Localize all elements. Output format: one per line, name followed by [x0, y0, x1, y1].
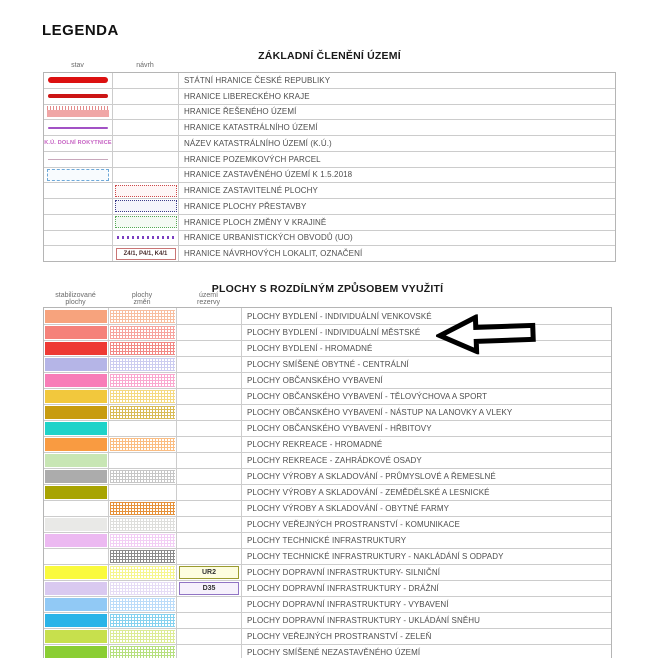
changes-cell: [109, 325, 177, 340]
legend-row-label: PLOCHY OBČANSKÉHO VYBAVENÍ: [247, 376, 383, 385]
column-header-uzemi-rezervy: [176, 292, 241, 306]
dashed-rect-swatch: [47, 169, 109, 181]
legend-row: [44, 119, 615, 135]
stabilized-cell: [44, 517, 109, 532]
stabilized-cell: [44, 565, 109, 580]
basic-division-table: [43, 72, 616, 262]
changes-hatch-swatch: [110, 374, 175, 387]
legend-row: [44, 198, 615, 214]
reserve-cell: [177, 629, 242, 644]
navrh-cell: [113, 105, 179, 120]
legend-row: [44, 628, 611, 644]
reserve-cell: [177, 533, 242, 548]
changes-cell: [109, 565, 177, 580]
boundary-line-swatch: [48, 127, 108, 129]
legend-row: [44, 73, 615, 88]
stabilized-cell: [44, 597, 109, 612]
section1-title: ZÁKLADNÍ ČLENĚNÍ ÚZEMÍ: [258, 50, 401, 62]
legend-row-label: PLOCHY VÝROBY A SKLADOVÁNÍ - ZEMĚDĚLSKÉ A LESNICKÉ: [247, 488, 490, 497]
legend-row-label: HRANICE NÁVRHOVÝCH LOKALIT, OZNAČENÍ: [184, 249, 363, 259]
legend-row-label: HRANICE PLOCH ZMĚNY V KRAJINĚ: [184, 217, 327, 227]
reserve-cell: [177, 357, 242, 372]
legend-row-label: PLOCHY BYDLENÍ - INDIVIDUÁLNÍ VENKOVSKÉ: [247, 311, 432, 321]
stav-cell: [44, 152, 113, 167]
reserve-cell: [177, 613, 242, 628]
stav-cell: [44, 73, 113, 88]
navrh-cell: [113, 120, 179, 135]
reserve-cell: [177, 437, 242, 452]
reserve-code-box: D35: [179, 582, 239, 595]
stabilized-color-swatch: [45, 518, 107, 531]
reserve-cell: [177, 325, 242, 340]
changes-cell: [109, 308, 177, 324]
legend-row: [44, 612, 611, 628]
legend-row-label: PLOCHY REKREACE - ZAHRÁDKOVÉ OSADY: [247, 456, 422, 465]
cadastral-name-sample-text: K.Ú. DOLNÍ ROKYTNICE: [44, 140, 112, 147]
stabilized-color-swatch: [45, 326, 107, 339]
changes-hatch-swatch: [110, 646, 175, 658]
stabilized-color-swatch: [45, 646, 107, 658]
stabilized-cell: [44, 645, 109, 658]
stabilized-color-swatch: [45, 598, 107, 611]
column-header-line: rezervy: [197, 299, 220, 306]
legend-row-label: PLOCHY DOPRAVNÍ INFRASTRUKTURY - DRÁŽNÍ: [247, 584, 439, 593]
legend-row-label: PLOCHY OBČANSKÉHO VYBAVENÍ - NÁSTUP NA LANOVKY A VLEKY: [247, 408, 513, 417]
stabilized-cell: [44, 469, 109, 484]
column-header-line: území: [198, 292, 219, 299]
legend-row: [44, 548, 611, 564]
legend-row-label: PLOCHY DOPRAVNÍ INFRASTRUKTURY- SILNIČNÍ: [247, 568, 441, 577]
dotted-rect-swatch: [115, 200, 177, 212]
legend-row: [44, 436, 611, 452]
changes-hatch-swatch: [110, 582, 175, 595]
changes-cell: [109, 597, 177, 612]
legend-row: [44, 580, 611, 596]
changes-hatch-swatch: [110, 630, 175, 643]
changes-cell: [109, 533, 177, 548]
legend-row-label: PLOCHY BYDLENÍ - INDIVIDUÁLNÍ MĚSTSKÉ: [247, 328, 421, 337]
changes-cell: [109, 357, 177, 372]
legend-row-label: HRANICE ZASTAVITELNÉ PLOCHY: [184, 186, 318, 196]
stabilized-cell: [44, 389, 109, 404]
reserve-cell: [177, 421, 242, 436]
stav-cell: [44, 168, 113, 183]
legend-row: [44, 245, 615, 261]
parcel-line-swatch: [48, 159, 108, 160]
legend-row-label: HRANICE ZASTAVĚNÉHO ÚZEMÍ K 1.5.2018: [184, 170, 353, 180]
legend-row: [44, 88, 615, 104]
stav-cell: [44, 120, 113, 135]
stabilized-cell: [44, 533, 109, 548]
legend-row: [44, 420, 611, 436]
legend-row: [44, 372, 611, 388]
reserve-cell: [177, 469, 242, 484]
stabilized-color-swatch: [45, 614, 107, 627]
reserve-cell: [177, 581, 242, 596]
legend-row-label: PLOCHY VEŘEJNÝCH PROSTRANSTVÍ - KOMUNIKACE: [247, 520, 460, 529]
reserve-cell: [177, 597, 242, 612]
stabilized-color-swatch: [45, 374, 107, 387]
stav-cell: [44, 183, 113, 198]
changes-hatch-swatch: [110, 518, 175, 531]
legend-row-label: HRANICE LIBERECKÉHO KRAJE: [184, 91, 310, 101]
changes-hatch-swatch: [110, 358, 175, 371]
legend-row-label: HRANICE URBANISTICKÝCH OBVODŮ (UO): [184, 233, 353, 243]
reserve-cell: [177, 501, 242, 516]
changes-hatch-swatch: [110, 550, 175, 563]
stabilized-cell: [44, 485, 109, 500]
column-header-navrh: návrh: [136, 62, 154, 69]
stav-cell: [44, 231, 113, 246]
legend-row-label: PLOCHY DOPRAVNÍ INFRASTRUKTURY - VYBAVENÍ: [247, 600, 449, 609]
changes-hatch-swatch: [110, 342, 175, 355]
stabilized-cell: [44, 405, 109, 420]
legend-row-label: PLOCHY VÝROBY A SKLADOVÁNÍ - PRŮMYSLOVÉ A ŘEMESLNÉ: [247, 472, 496, 481]
legend-row: [44, 388, 611, 404]
legend-row-label: PLOCHY TECHNICKÉ INFRASTRUKTURY - NAKLÁDÁNÍ S ODPADY: [247, 552, 504, 561]
legend-row-label: HRANICE PLOCHY PŘESTAVBY: [184, 201, 307, 211]
stav-cell: [44, 199, 113, 214]
stabilized-color-swatch: [45, 358, 107, 371]
reserve-cell: [177, 565, 242, 580]
changes-hatch-swatch: [110, 502, 175, 515]
stabilized-color-swatch: [45, 566, 107, 579]
reserve-cell: [177, 308, 242, 324]
dotted-rect-swatch: [115, 216, 177, 228]
legend-row-label: HRANICE KATASTRÁLNÍHO ÚZEMÍ: [184, 123, 318, 133]
reserve-cell: [177, 517, 242, 532]
left-arrow-annotation-icon: [435, 312, 538, 356]
legend-row-label: HRANICE ŘEŠENÉHO ÚZEMÍ: [184, 107, 297, 117]
changes-cell: [109, 437, 177, 452]
navrh-cell: [113, 231, 179, 246]
changes-hatch-swatch: [110, 614, 175, 627]
legend-row-label: PLOCHY DOPRAVNÍ INFRASTRUKTURY - UKLÁDÁNÍ SNĚHU: [247, 616, 481, 625]
stav-cell: [44, 89, 113, 104]
reserve-cell: [177, 405, 242, 420]
changes-hatch-swatch: [110, 470, 175, 483]
dotted-rect-swatch: [115, 185, 177, 197]
navrh-cell: [113, 215, 179, 230]
changes-cell: [109, 517, 177, 532]
stabilized-cell: [44, 325, 109, 340]
legend-row: [44, 230, 615, 246]
changes-hatch-swatch: [110, 566, 175, 579]
stabilized-color-swatch: [45, 454, 107, 467]
stabilized-cell: [44, 437, 109, 452]
column-header-line: stabilizované: [55, 292, 96, 299]
stabilized-cell: [44, 308, 109, 324]
legend-row-label: PLOCHY OBČANSKÉHO VYBAVENÍ - TĚLOVÝCHOVA A SPORT: [247, 392, 488, 401]
legend-row: [44, 596, 611, 612]
stabilized-color-swatch: [45, 438, 107, 451]
changes-cell: [109, 613, 177, 628]
changes-cell: [109, 341, 177, 356]
stabilized-cell: [44, 581, 109, 596]
navrh-cell: [113, 73, 179, 88]
legend-row-label: PLOCHY OBČANSKÉHO VYBAVENÍ - HŘBITOVY: [247, 424, 432, 433]
navrh-cell: [113, 246, 179, 261]
boundary-band-swatch: [48, 94, 108, 98]
navrh-cell: [113, 199, 179, 214]
column-header-line: plochy: [131, 292, 153, 299]
stabilized-color-swatch: [45, 390, 107, 403]
stabilized-cell: [44, 613, 109, 628]
changes-hatch-swatch: [110, 438, 175, 451]
legend-row: [44, 214, 615, 230]
stav-cell: [44, 215, 113, 230]
changes-cell: [109, 581, 177, 596]
stabilized-color-swatch: [45, 534, 107, 547]
legend-row-label: NÁZEV KATASTRÁLNÍHO ÚZEMÍ (K.Ú.): [184, 138, 332, 148]
reserve-cell: [177, 373, 242, 388]
stav-cell: [44, 136, 113, 151]
stabilized-cell: [44, 453, 109, 468]
navrh-cell: [113, 183, 179, 198]
changes-cell: [109, 629, 177, 644]
legend-row: [44, 644, 611, 658]
reserve-cell: [177, 645, 242, 658]
legend-row: [44, 135, 615, 151]
legend-row: [44, 104, 615, 120]
legend-row: [44, 167, 615, 183]
stav-cell: [44, 105, 113, 120]
navrh-cell: [113, 136, 179, 151]
legend-row-label: PLOCHY VÝROBY A SKLADOVÁNÍ - OBYTNÉ FARMY: [247, 504, 450, 513]
column-header-stabilizovane-plochy: [43, 292, 108, 306]
stabilized-cell: [44, 629, 109, 644]
legend-row: [44, 404, 611, 420]
navrh-cell: [113, 168, 179, 183]
reserve-cell: [177, 389, 242, 404]
legend-row: [44, 516, 611, 532]
land-use-table: [43, 307, 612, 658]
legend-row: [44, 182, 615, 198]
stabilized-cell: [44, 341, 109, 356]
changes-hatch-swatch: [110, 326, 175, 339]
reserve-cell: [177, 549, 242, 564]
section2-title: PLOCHY S ROZDÍLNÝM ZPŮSOBEM VYUŽITÍ: [211, 283, 444, 295]
stabilized-cell: [44, 421, 109, 436]
legend-row-label: PLOCHY VEŘEJNÝCH PROSTRANSTVÍ - ZELEŇ: [247, 632, 432, 641]
legend-row: [44, 356, 611, 372]
column-header-line: plochy: [65, 299, 86, 306]
legend-row-label: PLOCHY SMÍŠENÉ OBYTNÉ - CENTRÁLNÍ: [247, 360, 409, 369]
legend-row: [44, 452, 611, 468]
legend-row: [44, 500, 611, 516]
column-header-line: změn: [133, 299, 151, 306]
legend-row: [44, 532, 611, 548]
locality-code-box: Z4/1, P4/1, K4/1: [116, 248, 176, 260]
stabilized-color-swatch: [45, 342, 107, 355]
changes-cell: [109, 501, 177, 516]
changes-hatch-swatch: [110, 534, 175, 547]
boundary-band-thick-swatch: [48, 77, 108, 83]
column-header-stav: stav: [71, 62, 84, 69]
changes-cell: [109, 389, 177, 404]
page-title: LEGENDA: [42, 22, 119, 39]
stabilized-color-swatch: [45, 486, 107, 499]
stabilized-color-swatch: [45, 310, 107, 323]
legend-row-label: PLOCHY TECHNICKÉ INFRASTRUKTURY: [247, 536, 407, 545]
stabilized-color-swatch: [45, 630, 107, 643]
legend-row: [44, 484, 611, 500]
navrh-cell: [113, 89, 179, 104]
changes-cell: [109, 421, 177, 436]
reserve-cell: [177, 341, 242, 356]
changes-hatch-swatch: [110, 406, 175, 419]
changes-cell: [109, 485, 177, 500]
stabilized-color-swatch: [45, 470, 107, 483]
changes-cell: [109, 405, 177, 420]
legend-row-label: STÁTNÍ HRANICE ČESKÉ REPUBLIKY: [184, 75, 331, 85]
changes-cell: [109, 645, 177, 658]
legend-row: [44, 151, 615, 167]
legend-row-label: PLOCHY REKREACE - HROMADNÉ: [247, 440, 383, 449]
dotted-line-swatch: [117, 236, 175, 239]
stabilized-cell: [44, 373, 109, 388]
stav-cell: [44, 246, 113, 261]
stabilized-cell: [44, 549, 109, 564]
changes-cell: [109, 549, 177, 564]
changes-hatch-swatch: [110, 310, 175, 323]
stabilized-cell: [44, 357, 109, 372]
reserve-cell: [177, 453, 242, 468]
stabilized-color-swatch: [45, 422, 107, 435]
changes-cell: [109, 453, 177, 468]
legend-row-label: PLOCHY BYDLENÍ - HROMADNÉ: [247, 344, 373, 353]
changes-hatch-swatch: [110, 390, 175, 403]
navrh-cell: [113, 152, 179, 167]
changes-cell: [109, 373, 177, 388]
legend-row-label: PLOCHY SMÍŠENÉ NEZASTAVĚNÉHO ÚZEMÍ: [247, 648, 421, 657]
stabilized-cell: [44, 501, 109, 516]
changes-cell: [109, 469, 177, 484]
legend-row-label: HRANICE POZEMKOVÝCH PARCEL: [184, 154, 321, 164]
reserve-cell: [177, 485, 242, 500]
stabilized-color-swatch: [45, 406, 107, 419]
changes-hatch-swatch: [110, 598, 175, 611]
legend-row: [44, 564, 611, 580]
stabilized-color-swatch: [45, 582, 107, 595]
reserve-code-box: UR2: [179, 566, 239, 579]
boundary-hatched-band-swatch: [47, 106, 109, 117]
legend-row: [44, 468, 611, 484]
column-header-plochy-zmen: [108, 292, 176, 306]
